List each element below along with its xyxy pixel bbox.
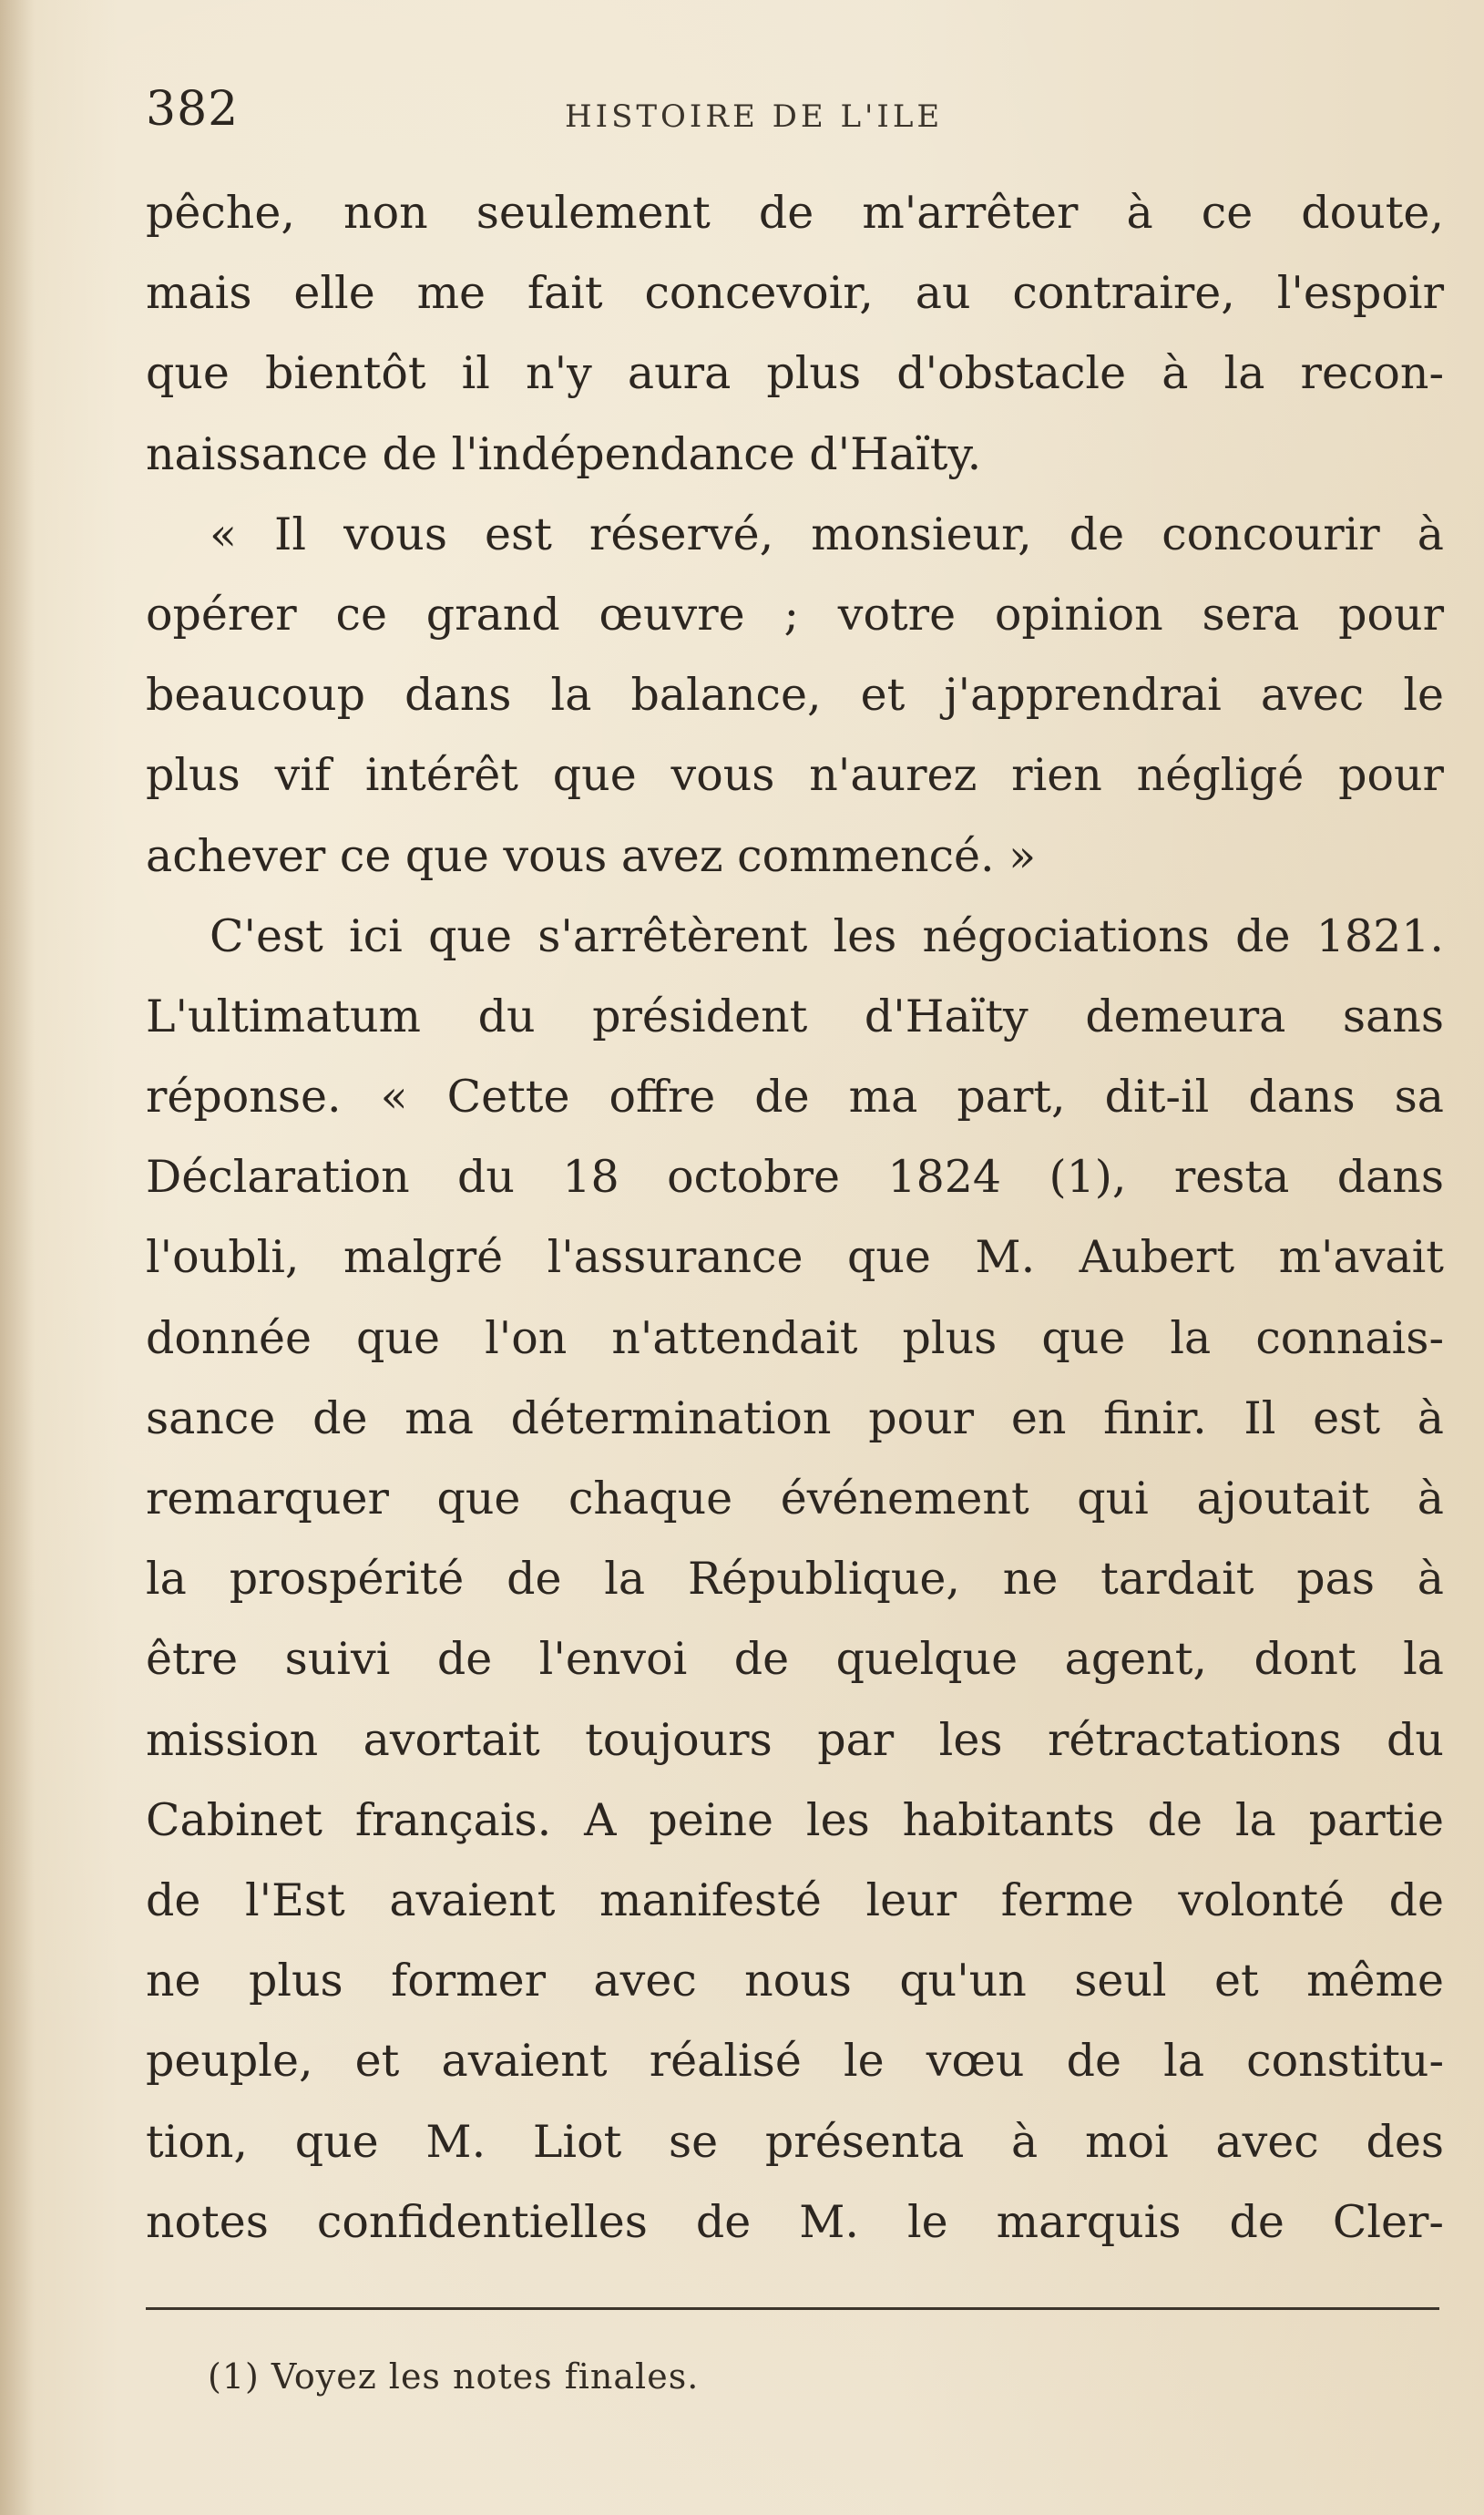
text-line: Déclaration du 18 octobre 1824 (1), resta dans xyxy=(146,1151,1444,1204)
footnote: (1) Voyez les notes finales. xyxy=(208,2356,700,2397)
text-line: sance de ma détermination pour en finir. Il est à xyxy=(146,1391,1444,1444)
text-line: plus vif intérêt que vous n'aurez rien négligé pour xyxy=(146,749,1444,802)
text-line: naissance de l'indépendance d'Haïty. xyxy=(146,427,982,480)
text-line: achever ce que vous avez commencé. » xyxy=(146,829,1037,882)
text-line: la prospérité de la République, ne tardait pas à xyxy=(146,1553,1444,1606)
text-line: peuple, et avaient réalisé le vœu de la constitu- xyxy=(146,2035,1444,2088)
text-line: L'ultimatum du président d'Haïty demeura sans xyxy=(146,990,1444,1042)
text-line: tion, que M. Liot se présenta à moi avec des xyxy=(146,2115,1444,2168)
text-line: C'est ici que s'arrêtèrent les négociations de 1821. xyxy=(210,909,1444,962)
text-line: mais elle me fait concevoir, au contraire, l'espoir xyxy=(146,267,1444,320)
text-line: pêche, non seulement de m'arrêter à ce doute, xyxy=(146,187,1444,239)
text-line: opérer ce grand œuvre ; votre opinion sera pour xyxy=(146,588,1444,641)
text-line: que bientôt il n'y aura plus d'obstacle à la recon- xyxy=(146,347,1444,400)
text-line: remarquer que chaque événement qui ajoutait à xyxy=(146,1473,1444,1524)
text-line: donnée que l'on n'attendait plus que la connais- xyxy=(146,1311,1444,1364)
text-line: réponse. « Cette offre de ma part, dit-il dans sa xyxy=(146,1071,1444,1124)
text-line: mission avortait toujours par les rétractations du xyxy=(146,1713,1444,1766)
text-line: de l'Est avaient manifesté leur ferme volonté de xyxy=(146,1873,1444,1926)
text-line: notes confidentielles de M. le marquis de Cler- xyxy=(146,2195,1444,2248)
text-line: être suivi de l'envoi de quelque agent, dont la xyxy=(146,1633,1444,1686)
text-line: « Il vous est réservé, monsieur, de concourir à xyxy=(210,508,1444,560)
text-line: beaucoup dans la balance, et j'apprendrai avec le xyxy=(146,669,1444,722)
text-line: ne plus former avec nous qu'un seul et même xyxy=(146,1955,1444,2007)
text-line: l'oubli, malgré l'assurance que M. Aubert m'avait xyxy=(146,1231,1444,1284)
text-line: Cabinet français. A peine les habitants de la partie xyxy=(146,1793,1444,1846)
running-title: HISTOIRE DE L'ILE xyxy=(565,98,944,135)
footnote-separator xyxy=(146,2307,1439,2310)
page-edge-shadow xyxy=(0,0,35,2515)
page-number: 382 xyxy=(146,82,240,137)
body-text xyxy=(146,173,1444,2263)
